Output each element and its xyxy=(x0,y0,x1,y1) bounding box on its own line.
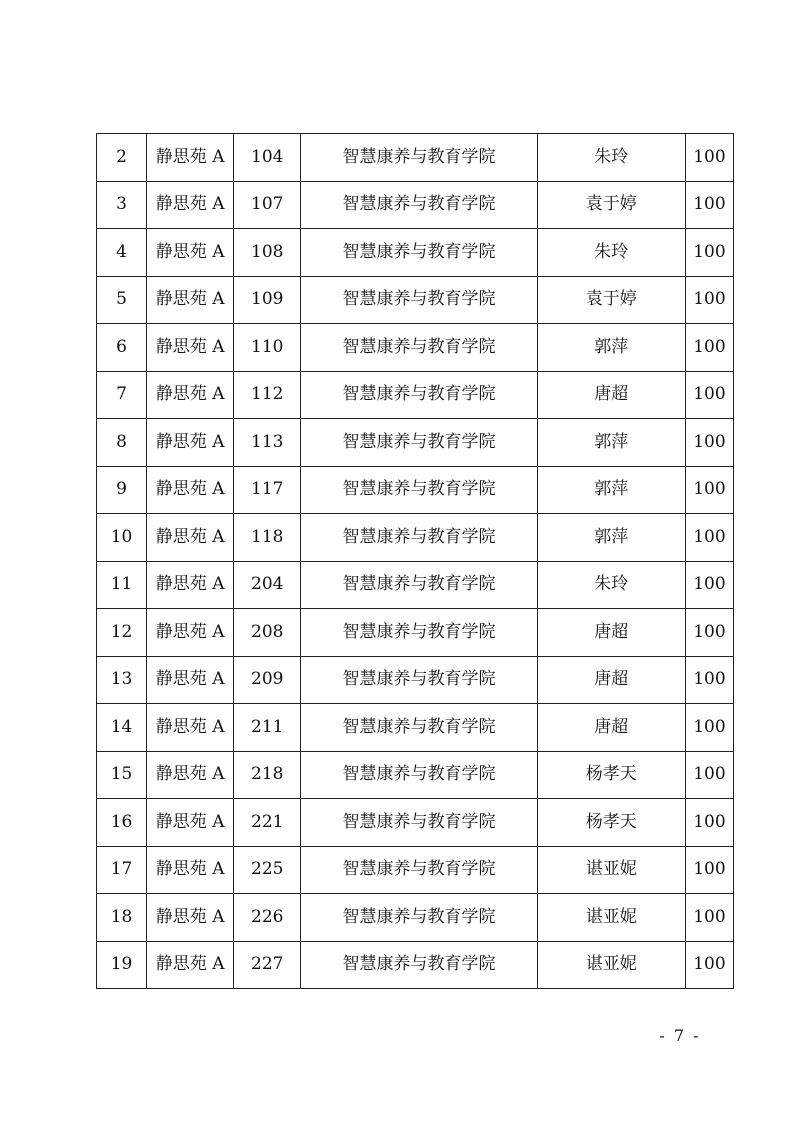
room-number-cell: 112 xyxy=(234,371,301,419)
room-number-cell: 225 xyxy=(234,846,301,894)
score-cell: 100 xyxy=(685,324,733,372)
table-row xyxy=(97,181,734,229)
college-cell: 智慧康养与教育学院 xyxy=(301,941,537,989)
table-row xyxy=(97,371,734,419)
college-cell: 智慧康养与教育学院 xyxy=(301,609,537,657)
table-row xyxy=(97,704,734,752)
building-cell: 静思苑 A xyxy=(147,276,234,324)
person-name-cell: 朱玲 xyxy=(537,561,685,609)
college-cell: 智慧康养与教育学院 xyxy=(301,324,537,372)
score-cell: 100 xyxy=(685,609,733,657)
person-name-cell: 袁于婷 xyxy=(537,276,685,324)
room-number-cell: 118 xyxy=(234,514,301,562)
table-row xyxy=(97,134,734,182)
row-seq-cell: 15 xyxy=(97,751,147,799)
row-seq-cell: 16 xyxy=(97,799,147,847)
building-cell: 静思苑 A xyxy=(147,419,234,467)
row-seq-cell: 18 xyxy=(97,894,147,942)
room-number-cell: 218 xyxy=(234,751,301,799)
college-cell: 智慧康养与教育学院 xyxy=(301,181,537,229)
table-row xyxy=(97,799,734,847)
row-seq-cell: 8 xyxy=(97,419,147,467)
college-cell: 智慧康养与教育学院 xyxy=(301,419,537,467)
row-seq-cell: 5 xyxy=(97,276,147,324)
score-cell: 100 xyxy=(685,181,733,229)
person-name-cell: 杨孝天 xyxy=(537,799,685,847)
score-cell: 100 xyxy=(685,941,733,989)
college-cell: 智慧康养与教育学院 xyxy=(301,371,537,419)
person-name-cell: 朱玲 xyxy=(537,229,685,277)
score-cell: 100 xyxy=(685,751,733,799)
table-row xyxy=(97,751,734,799)
row-seq-cell: 4 xyxy=(97,229,147,277)
row-seq-cell: 9 xyxy=(97,466,147,514)
building-cell: 静思苑 A xyxy=(147,941,234,989)
room-number-cell: 107 xyxy=(234,181,301,229)
room-number-cell: 227 xyxy=(234,941,301,989)
building-cell: 静思苑 A xyxy=(147,894,234,942)
row-seq-cell: 14 xyxy=(97,704,147,752)
room-number-cell: 221 xyxy=(234,799,301,847)
building-cell: 静思苑 A xyxy=(147,466,234,514)
score-cell: 100 xyxy=(685,799,733,847)
room-number-cell: 104 xyxy=(234,134,301,182)
person-name-cell: 谌亚妮 xyxy=(537,941,685,989)
table-row xyxy=(97,276,734,324)
college-cell: 智慧康养与教育学院 xyxy=(301,466,537,514)
table-row xyxy=(97,466,734,514)
table-row xyxy=(97,846,734,894)
person-name-cell: 郭萍 xyxy=(537,466,685,514)
score-cell: 100 xyxy=(685,514,733,562)
college-cell: 智慧康养与教育学院 xyxy=(301,514,537,562)
person-name-cell: 郭萍 xyxy=(537,419,685,467)
dormitory-score-table xyxy=(96,133,734,989)
building-cell: 静思苑 A xyxy=(147,229,234,277)
room-number-cell: 109 xyxy=(234,276,301,324)
building-cell: 静思苑 A xyxy=(147,371,234,419)
table-row xyxy=(97,894,734,942)
building-cell: 静思苑 A xyxy=(147,514,234,562)
row-seq-cell: 7 xyxy=(97,371,147,419)
building-cell: 静思苑 A xyxy=(147,134,234,182)
person-name-cell: 郭萍 xyxy=(537,324,685,372)
row-seq-cell: 10 xyxy=(97,514,147,562)
score-cell: 100 xyxy=(685,371,733,419)
row-seq-cell: 12 xyxy=(97,609,147,657)
room-number-cell: 113 xyxy=(234,419,301,467)
building-cell: 静思苑 A xyxy=(147,656,234,704)
room-number-cell: 110 xyxy=(234,324,301,372)
score-cell: 100 xyxy=(685,561,733,609)
row-seq-cell: 17 xyxy=(97,846,147,894)
building-cell: 静思苑 A xyxy=(147,799,234,847)
college-cell: 智慧康养与教育学院 xyxy=(301,751,537,799)
room-number-cell: 108 xyxy=(234,229,301,277)
row-seq-cell: 11 xyxy=(97,561,147,609)
table-row xyxy=(97,324,734,372)
person-name-cell: 谌亚妮 xyxy=(537,894,685,942)
table-row xyxy=(97,941,734,989)
score-cell: 100 xyxy=(685,466,733,514)
score-cell: 100 xyxy=(685,134,733,182)
building-cell: 静思苑 A xyxy=(147,846,234,894)
person-name-cell: 唐超 xyxy=(537,609,685,657)
college-cell: 智慧康养与教育学院 xyxy=(301,276,537,324)
row-seq-cell: 13 xyxy=(97,656,147,704)
room-number-cell: 209 xyxy=(234,656,301,704)
score-cell: 100 xyxy=(685,419,733,467)
row-seq-cell: 6 xyxy=(97,324,147,372)
building-cell: 静思苑 A xyxy=(147,751,234,799)
college-cell: 智慧康养与教育学院 xyxy=(301,846,537,894)
table-row xyxy=(97,419,734,467)
score-cell: 100 xyxy=(685,894,733,942)
room-number-cell: 204 xyxy=(234,561,301,609)
college-cell: 智慧康养与教育学院 xyxy=(301,229,537,277)
row-seq-cell: 2 xyxy=(97,134,147,182)
person-name-cell: 郭萍 xyxy=(537,514,685,562)
score-cell: 100 xyxy=(685,276,733,324)
building-cell: 静思苑 A xyxy=(147,181,234,229)
score-cell: 100 xyxy=(685,704,733,752)
person-name-cell: 唐超 xyxy=(537,656,685,704)
college-cell: 智慧康养与教育学院 xyxy=(301,704,537,752)
table-row xyxy=(97,656,734,704)
college-cell: 智慧康养与教育学院 xyxy=(301,799,537,847)
person-name-cell: 唐超 xyxy=(537,371,685,419)
row-seq-cell: 3 xyxy=(97,181,147,229)
person-name-cell: 杨孝天 xyxy=(537,751,685,799)
college-cell: 智慧康养与教育学院 xyxy=(301,561,537,609)
person-name-cell: 袁于婷 xyxy=(537,181,685,229)
room-number-cell: 208 xyxy=(234,609,301,657)
table-row xyxy=(97,561,734,609)
room-number-cell: 226 xyxy=(234,894,301,942)
score-cell: 100 xyxy=(685,656,733,704)
building-cell: 静思苑 A xyxy=(147,609,234,657)
college-cell: 智慧康养与教育学院 xyxy=(301,894,537,942)
score-cell: 100 xyxy=(685,846,733,894)
building-cell: 静思苑 A xyxy=(147,704,234,752)
table-row xyxy=(97,229,734,277)
building-cell: 静思苑 A xyxy=(147,561,234,609)
table-row xyxy=(97,609,734,657)
table-row xyxy=(97,514,734,562)
college-cell: 智慧康养与教育学院 xyxy=(301,656,537,704)
building-cell: 静思苑 A xyxy=(147,324,234,372)
score-cell: 100 xyxy=(685,229,733,277)
person-name-cell: 朱玲 xyxy=(537,134,685,182)
person-name-cell: 唐超 xyxy=(537,704,685,752)
page-number: - 7 - xyxy=(659,1026,701,1045)
room-number-cell: 117 xyxy=(234,466,301,514)
room-number-cell: 211 xyxy=(234,704,301,752)
college-cell: 智慧康养与教育学院 xyxy=(301,134,537,182)
table-body xyxy=(97,134,734,989)
row-seq-cell: 19 xyxy=(97,941,147,989)
person-name-cell: 谌亚妮 xyxy=(537,846,685,894)
